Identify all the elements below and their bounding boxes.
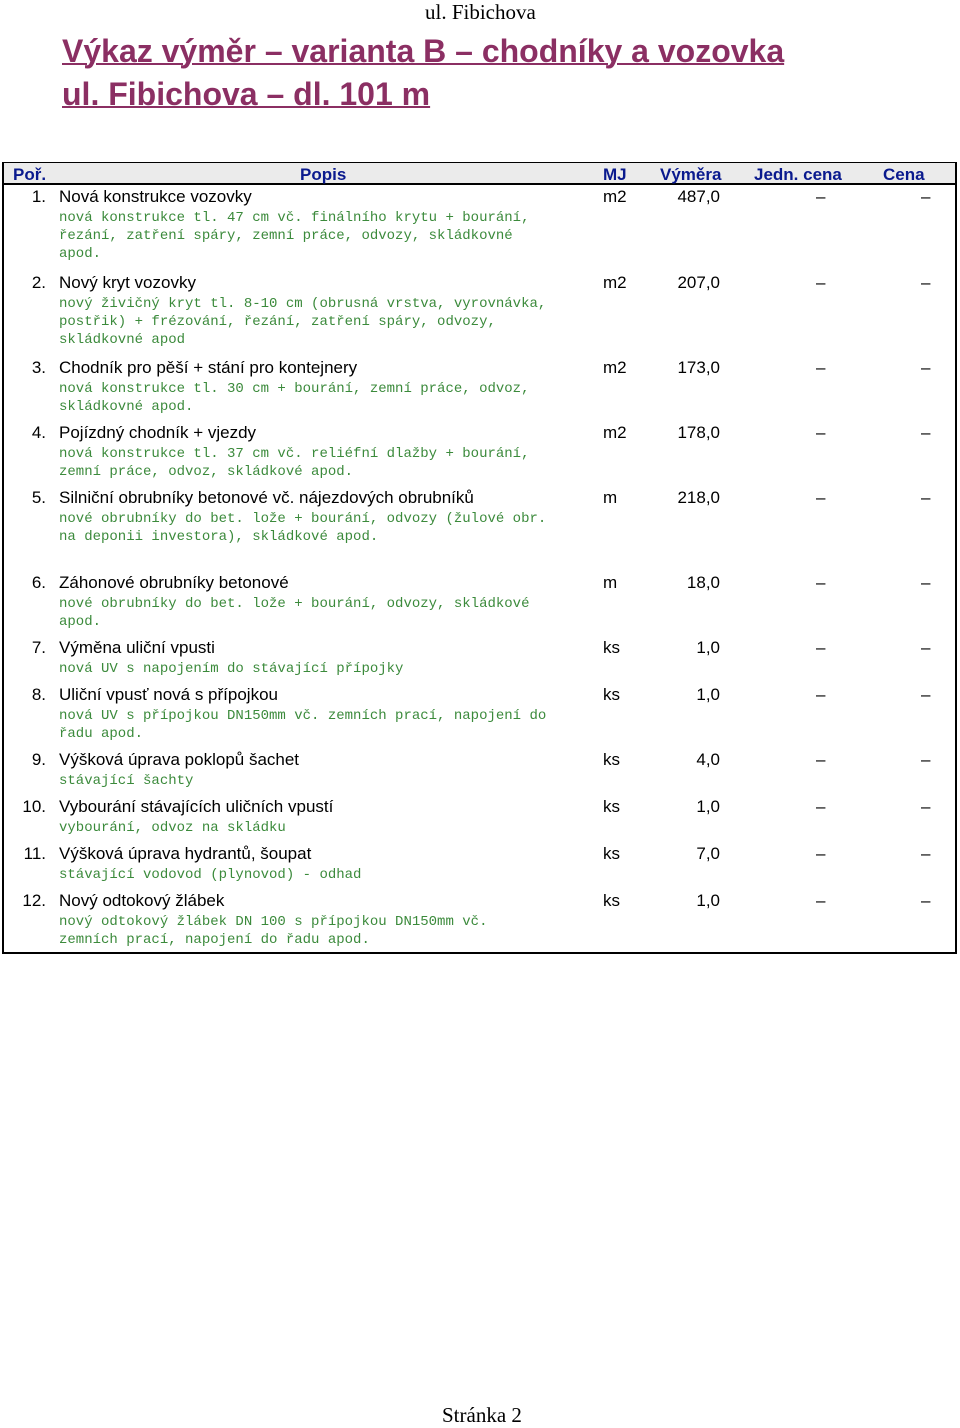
total-price: – (921, 891, 931, 910)
item-description: nová UV s napojením do stávající přípojky (59, 661, 404, 677)
total-price: – (921, 423, 931, 442)
unit-of-measure: ks (603, 891, 620, 910)
quantity: 4,0 (696, 750, 720, 769)
unit-of-measure: m2 (603, 187, 627, 206)
total-price: – (921, 358, 931, 377)
item-name: Vybourání stávajících uličních vpustí (59, 797, 334, 816)
item-description: nová konstrukce tl. 30 cm + bourání, zemní práce, odvoz, skládkovné apod. (59, 381, 530, 415)
unit-price: – (816, 891, 826, 910)
document-subtitle: ul. Fibichova – dl. 101 m (62, 76, 431, 112)
item-name: Výšková úprava hydrantů, šoupat (59, 844, 312, 863)
col-header-jedn-cena: Jedn. cena (754, 165, 842, 184)
row-number: 3. (31, 358, 46, 377)
item-description: nový odtokový žlábek DN 100 s přípojkou DN150mm vč. zemních prací, napojení do řadu apod. (59, 914, 488, 948)
item-name: Pojízdný chodník + vjezdy (59, 423, 257, 442)
quantity: 18,0 (686, 573, 720, 592)
row-number: 2. (31, 273, 46, 292)
item-description: stávající vodovod (plynovod) - odhad (59, 867, 362, 883)
document-title: Výkaz výměr – varianta B – chodníky a vozovka (62, 33, 785, 69)
unit-price: – (816, 797, 826, 816)
unit-of-measure: ks (603, 750, 620, 769)
item-description: nová konstrukce tl. 47 cm vč. finálního krytu + bourání, řezání, zatření spáry, zemní práce, odvozy, skládkovné apod. (59, 210, 530, 262)
item-name: Uliční vpusť nová s přípojkou (59, 685, 278, 704)
item-description: nové obrubníky do bet. lože + bourání, odvozy (žulové obr. na deponii investora), skládkové apod. (59, 511, 547, 545)
unit-of-measure: ks (603, 844, 620, 863)
item-description: stávající šachty (59, 773, 194, 789)
unit-price: – (816, 844, 826, 863)
item-name: Nová konstrukce vozovky (59, 187, 252, 206)
total-price: – (921, 750, 931, 769)
item-description: nová konstrukce tl. 37 cm vč. reliéfní dlažby + bourání, zemní práce, odvoz, skládkové apod. (59, 446, 530, 480)
item-description: nová UV s přípojkou DN150mm vč. zemních prací, napojení do řadu apod. (59, 708, 547, 742)
unit-price: – (816, 573, 826, 592)
unit-price: – (816, 685, 826, 704)
col-header-vymera: Výměra (660, 165, 722, 184)
quantity: 218,0 (677, 488, 720, 507)
row-number: 8. (31, 685, 46, 704)
unit-of-measure: ks (603, 685, 620, 704)
total-price: – (921, 797, 931, 816)
row-number: 11. (23, 844, 46, 863)
item-name: Silniční obrubníky betonové vč. nájezdových obrubníků (59, 488, 474, 507)
item-name: Chodník pro pěší + stání pro kontejnery (59, 358, 358, 377)
total-price: – (921, 573, 931, 592)
quantity: 1,0 (696, 797, 720, 816)
total-price: – (921, 638, 931, 657)
row-number: 6. (31, 573, 46, 592)
item-name: Záhonové obrubníky betonové (59, 573, 289, 592)
unit-of-measure: m2 (603, 358, 627, 377)
quantity: 1,0 (696, 891, 720, 910)
col-header-por: Poř. (13, 165, 47, 184)
unit-of-measure: m (603, 488, 618, 507)
row-number: 12. (22, 891, 46, 910)
quantity: 178,0 (677, 423, 720, 442)
unit-price: – (816, 638, 826, 657)
col-header-popis: Popis (300, 165, 347, 184)
row-number: 7. (31, 638, 46, 657)
unit-price: – (816, 187, 826, 206)
item-name: Nový kryt vozovky (59, 273, 196, 292)
total-price: – (921, 187, 931, 206)
item-name: Nový odtokový žlábek (59, 891, 225, 910)
quantity: 173,0 (677, 358, 720, 377)
quantity: 1,0 (696, 685, 720, 704)
item-description: nový živičný kryt tl. 8-10 cm (obrusná vrstva, vyrovnávka, postřik) + frézování, řezání, zatření spáry, odvozy, skládkovné apod (59, 296, 547, 348)
row-number: 5. (31, 488, 46, 507)
unit-price: – (816, 273, 826, 292)
col-header-mj: MJ (603, 165, 627, 184)
unit-of-measure: m2 (603, 273, 627, 292)
row-number: 10. (22, 797, 46, 816)
unit-price: – (816, 358, 826, 377)
quantity: 7,0 (696, 844, 720, 863)
quantity: 207,0 (677, 273, 720, 292)
row-number: 9. (31, 750, 46, 769)
unit-price: – (816, 423, 826, 442)
page-header: ul. Fibichova (425, 0, 536, 24)
unit-price: – (816, 750, 826, 769)
page-footer: Stránka 2 (442, 1403, 522, 1427)
unit-of-measure: m (603, 573, 618, 592)
item-name: Výměna uliční vpusti (59, 638, 215, 657)
total-price: – (921, 273, 931, 292)
item-description: vybourání, odvoz na skládku (59, 820, 286, 836)
total-price: – (921, 844, 931, 863)
unit-of-measure: m2 (603, 423, 627, 442)
row-number: 4. (31, 423, 46, 442)
row-number: 1. (31, 187, 46, 206)
item-name: Výšková úprava poklopů šachet (59, 750, 300, 769)
quantity: 1,0 (696, 638, 720, 657)
unit-price: – (816, 488, 826, 507)
unit-of-measure: ks (603, 638, 620, 657)
col-header-cena: Cena (883, 165, 925, 184)
quantity: 487,0 (677, 187, 720, 206)
item-description: nové obrubníky do bet. lože + bourání, odvozy, skládkové apod. (59, 596, 530, 630)
total-price: – (921, 685, 931, 704)
total-price: – (921, 488, 931, 507)
unit-of-measure: ks (603, 797, 620, 816)
